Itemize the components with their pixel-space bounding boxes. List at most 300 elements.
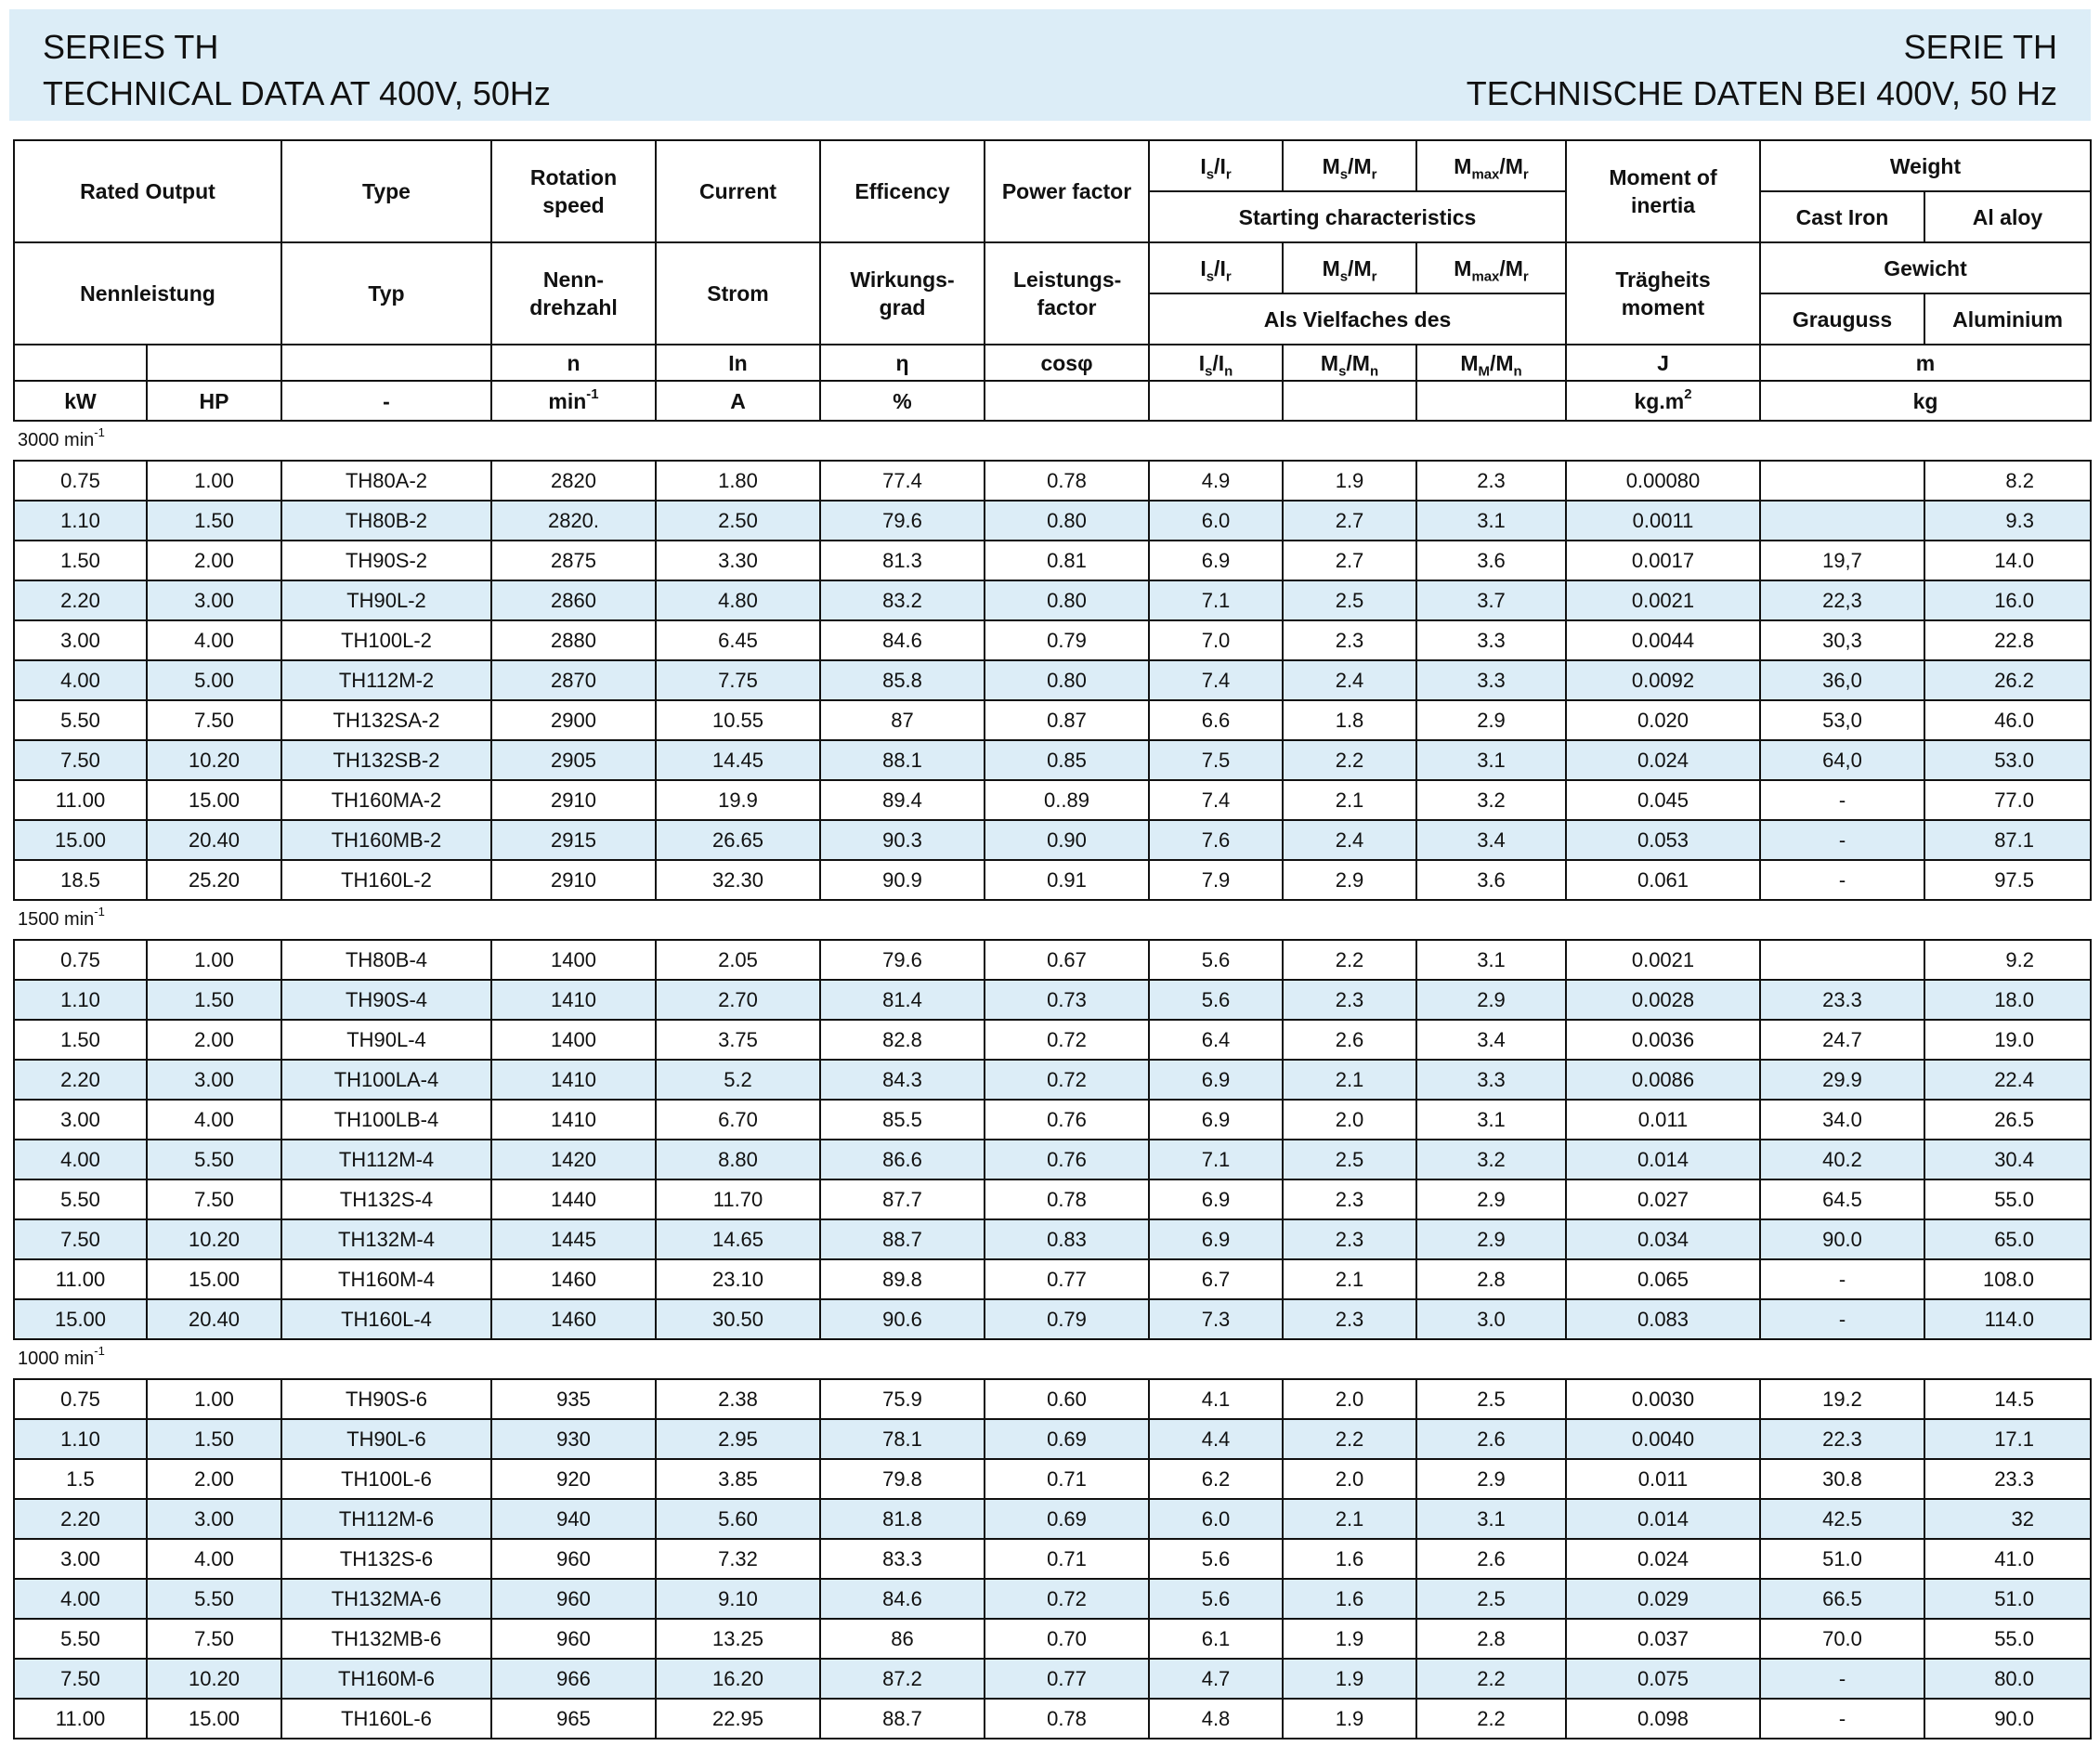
cell-is-in: 7.6 [1149, 820, 1283, 860]
cell-kw: 1.10 [14, 1419, 147, 1459]
cell-al-weight: 41.0 [1924, 1539, 2091, 1579]
section-speed-label: 1500 $\min^{-1}$ [14, 900, 2091, 940]
cell-is-in: 6.9 [1149, 541, 1283, 580]
cell-mmax-mn: 3.7 [1416, 580, 1566, 620]
cell-inertia: 0.024 [1566, 1539, 1760, 1579]
cell-current: 11.70 [656, 1179, 820, 1219]
cell-is-in: 4.8 [1149, 1699, 1283, 1739]
cell-cast-iron-weight: 40.2 [1760, 1140, 1924, 1179]
cell-power-factor: 0.83 [985, 1219, 1149, 1259]
cell-type: TH80B-4 [281, 940, 491, 980]
cell-cast-iron-weight: 22,3 [1760, 580, 1924, 620]
symbol-hp [147, 345, 281, 381]
cell-cast-iron-weight: 34.0 [1760, 1100, 1924, 1140]
cell-ms-mn: 2.9 [1283, 860, 1416, 900]
cell-kw: 5.50 [14, 1179, 147, 1219]
cell-efficiency: 84.6 [820, 1579, 985, 1619]
cell-current: 1.80 [656, 461, 820, 501]
cell-power-factor: 0.69 [985, 1499, 1149, 1539]
cell-speed: 2870 [491, 660, 656, 700]
cell-mmax-mn: 3.4 [1416, 820, 1566, 860]
table-row [14, 1219, 2091, 1259]
cell-power-factor: 0.72 [985, 1060, 1149, 1100]
cell-is-in: 4.4 [1149, 1419, 1283, 1459]
cell-cast-iron-weight: 64.5 [1760, 1179, 1924, 1219]
symbol-mm-mn: $M_M/M_n$ [1416, 345, 1566, 381]
cell-kw: 0.75 [14, 940, 147, 980]
cell-efficiency: 90.9 [820, 860, 985, 900]
table-row [14, 1539, 2091, 1579]
cell-hp: 15.00 [147, 1259, 281, 1299]
cell-cast-iron-weight: 29.9 [1760, 1060, 1924, 1100]
cell-cast-iron-weight: 22.3 [1760, 1419, 1924, 1459]
table-row [14, 541, 2091, 580]
cell-type: TH160L-6 [281, 1699, 491, 1739]
cell-efficiency: 86.6 [820, 1140, 985, 1179]
cell-cast-iron-weight: - [1760, 820, 1924, 860]
cell-al-weight: 22.4 [1924, 1060, 2091, 1100]
cell-inertia: 0.0021 [1566, 580, 1760, 620]
cell-ms-mn: 1.6 [1283, 1579, 1416, 1619]
aluminium-header: Aluminium [1924, 293, 2091, 345]
cell-type: TH90S-2 [281, 541, 491, 580]
cell-mmax-mn: 2.5 [1416, 1579, 1566, 1619]
cell-mmax-mn: 2.9 [1416, 1219, 1566, 1259]
cell-kw: 3.00 [14, 1539, 147, 1579]
cell-ms-mn: 2.7 [1283, 501, 1416, 541]
cell-efficiency: 78.1 [820, 1419, 985, 1459]
unit-current: A [656, 381, 820, 421]
cell-mmax-mn: 2.9 [1416, 700, 1566, 740]
cell-ms-mn: 2.3 [1283, 1219, 1416, 1259]
cell-al-weight: 9.3 [1924, 501, 2091, 541]
mmax-mr-header: $M_{max}/M_r$ [1416, 140, 1566, 191]
cell-inertia: 0.011 [1566, 1100, 1760, 1140]
is-ir-header: $I_s/I_r$ [1149, 140, 1283, 191]
cell-cast-iron-weight: 51.0 [1760, 1539, 1924, 1579]
subtitle-en: TECHNICAL DATA AT 400V, 50Hz [43, 74, 551, 112]
cell-kw: 5.50 [14, 700, 147, 740]
cell-power-factor: 0.72 [985, 1579, 1149, 1619]
table-row [14, 1259, 2091, 1299]
table-row [14, 501, 2091, 541]
cell-type: TH90L-4 [281, 1020, 491, 1060]
cell-power-factor: 0.78 [985, 1179, 1149, 1219]
cell-cast-iron-weight: 90.0 [1760, 1219, 1924, 1259]
cell-current: 26.65 [656, 820, 820, 860]
cell-kw: 7.50 [14, 740, 147, 780]
cell-type: TH160M-4 [281, 1259, 491, 1299]
cell-current: 9.10 [656, 1579, 820, 1619]
cell-efficiency: 88.1 [820, 740, 985, 780]
cell-speed: 940 [491, 1499, 656, 1539]
cell-kw: 18.5 [14, 860, 147, 900]
cell-mmax-mn: 2.9 [1416, 1179, 1566, 1219]
section-header [14, 421, 2091, 461]
cell-inertia: 0.034 [1566, 1219, 1760, 1259]
cell-mmax-mn: 3.1 [1416, 740, 1566, 780]
cell-al-weight: 87.1 [1924, 820, 2091, 860]
cell-speed: 960 [491, 1619, 656, 1659]
unit-inertia: $kg.m^2$ [1566, 381, 1760, 421]
cell-speed: 1400 [491, 940, 656, 980]
cell-efficiency: 75.9 [820, 1379, 985, 1419]
cell-type: TH112M-2 [281, 660, 491, 700]
current-header: Current [656, 140, 820, 242]
cell-efficiency: 83.3 [820, 1539, 985, 1579]
cell-al-weight: 8.2 [1924, 461, 2091, 501]
unit-speed: $\min^{-1}$ [491, 381, 656, 421]
rated-output-header: Rated Output [14, 140, 281, 242]
cell-hp: 4.00 [147, 1539, 281, 1579]
cell-power-factor: 0..89 [985, 780, 1149, 820]
cell-inertia: 0.014 [1566, 1499, 1760, 1539]
cell-is-in: 5.6 [1149, 980, 1283, 1020]
cell-hp: 10.20 [147, 740, 281, 780]
cell-mmax-mn: 3.4 [1416, 1020, 1566, 1060]
cell-ms-mn: 1.9 [1283, 1699, 1416, 1739]
symbol-j: J [1566, 345, 1760, 381]
cell-type: TH100LB-4 [281, 1100, 491, 1140]
cell-kw: 1.50 [14, 541, 147, 580]
symbols-row [14, 345, 2091, 381]
series-title-de: SERIE TH [1903, 28, 2057, 66]
cell-efficiency: 79.8 [820, 1459, 985, 1499]
cell-speed: 1420 [491, 1140, 656, 1179]
cell-is-in: 6.0 [1149, 1499, 1283, 1539]
table-row [14, 1179, 2091, 1219]
cell-al-weight: 114.0 [1924, 1299, 2091, 1339]
cell-efficiency: 87.7 [820, 1179, 985, 1219]
cell-inertia: 0.0086 [1566, 1060, 1760, 1100]
cell-ms-mn: 2.2 [1283, 940, 1416, 980]
cell-power-factor: 0.67 [985, 940, 1149, 980]
cell-inertia: 0.0092 [1566, 660, 1760, 700]
cell-type: TH132SA-2 [281, 700, 491, 740]
cell-mmax-mn: 3.1 [1416, 1100, 1566, 1140]
cell-type: TH90L-2 [281, 580, 491, 620]
cell-speed: 1400 [491, 1020, 656, 1060]
ms-mr-header-de: $M_s/M_r$ [1283, 242, 1416, 293]
cell-mmax-mn: 3.3 [1416, 620, 1566, 660]
cell-speed: 966 [491, 1659, 656, 1699]
power-factor-header-de: Leistungs-factor [985, 242, 1149, 345]
cell-cast-iron-weight: - [1760, 1299, 1924, 1339]
cell-inertia: 0.083 [1566, 1299, 1760, 1339]
cell-al-weight: 30.4 [1924, 1140, 2091, 1179]
cell-cast-iron-weight: 36,0 [1760, 660, 1924, 700]
cell-current: 7.32 [656, 1539, 820, 1579]
cell-kw: 1.50 [14, 1020, 147, 1060]
cell-ms-mn: 2.4 [1283, 820, 1416, 860]
cell-ms-mn: 1.6 [1283, 1539, 1416, 1579]
cell-power-factor: 0.80 [985, 580, 1149, 620]
cell-al-weight: 97.5 [1924, 860, 2091, 900]
cell-power-factor: 0.85 [985, 740, 1149, 780]
cell-ms-mn: 2.7 [1283, 541, 1416, 580]
cell-ms-mn: 2.1 [1283, 1060, 1416, 1100]
cell-mmax-mn: 3.0 [1416, 1299, 1566, 1339]
cell-current: 3.75 [656, 1020, 820, 1060]
cell-cast-iron-weight: 64,0 [1760, 740, 1924, 780]
cell-power-factor: 0.78 [985, 1699, 1149, 1739]
unit-hp: HP [147, 381, 281, 421]
symbol-type [281, 345, 491, 381]
units-row [14, 381, 2091, 421]
cell-hp: 5.50 [147, 1140, 281, 1179]
cell-speed: 2880 [491, 620, 656, 660]
cell-is-in: 6.9 [1149, 1179, 1283, 1219]
cell-efficiency: 88.7 [820, 1219, 985, 1259]
cell-efficiency: 89.4 [820, 780, 985, 820]
cell-efficiency: 77.4 [820, 461, 985, 501]
cell-hp: 1.50 [147, 1419, 281, 1459]
cell-power-factor: 0.77 [985, 1259, 1149, 1299]
cell-type: TH160L-2 [281, 860, 491, 900]
symbol-in: In [656, 345, 820, 381]
cell-speed: 935 [491, 1379, 656, 1419]
unit-ms-mn [1283, 381, 1416, 421]
cell-speed: 1440 [491, 1179, 656, 1219]
is-ir-header-de: $I_s/I_r$ [1149, 242, 1283, 293]
cell-al-weight: 53.0 [1924, 740, 2091, 780]
unit-weight: kg [1760, 381, 2091, 421]
cast-iron-header: Cast Iron [1760, 191, 1924, 242]
cell-is-in: 6.9 [1149, 1219, 1283, 1259]
cell-efficiency: 85.5 [820, 1100, 985, 1140]
cell-current: 23.10 [656, 1259, 820, 1299]
unit-power-factor [985, 381, 1149, 421]
cell-current: 16.20 [656, 1659, 820, 1699]
cell-ms-mn: 2.1 [1283, 1259, 1416, 1299]
cell-al-weight: 108.0 [1924, 1259, 2091, 1299]
cell-speed: 2910 [491, 780, 656, 820]
cell-al-weight: 55.0 [1924, 1619, 2091, 1659]
cell-efficiency: 86 [820, 1619, 985, 1659]
cell-inertia: 0.065 [1566, 1259, 1760, 1299]
table-row [14, 461, 2091, 501]
cell-al-weight: 17.1 [1924, 1419, 2091, 1459]
cell-speed: 2820 [491, 461, 656, 501]
cell-type: TH132MA-6 [281, 1579, 491, 1619]
cell-hp: 3.00 [147, 1499, 281, 1539]
cell-inertia: 0.075 [1566, 1659, 1760, 1699]
type-header-de: Typ [281, 242, 491, 345]
cell-is-in: 4.7 [1149, 1659, 1283, 1699]
al-alloy-header: Al aloy [1924, 191, 2091, 242]
cell-type: TH160MA-2 [281, 780, 491, 820]
starting-characteristics-header: Starting characteristics [1149, 191, 1566, 242]
cell-power-factor: 0.73 [985, 980, 1149, 1020]
cell-current: 14.65 [656, 1219, 820, 1259]
cell-hp: 3.00 [147, 580, 281, 620]
cell-speed: 2910 [491, 860, 656, 900]
cell-type: TH160L-4 [281, 1299, 491, 1339]
cell-ms-mn: 2.1 [1283, 780, 1416, 820]
cell-kw: 3.00 [14, 620, 147, 660]
cell-mmax-mn: 2.8 [1416, 1619, 1566, 1659]
cell-current: 5.2 [656, 1060, 820, 1100]
cell-type: TH132M-4 [281, 1219, 491, 1259]
cell-inertia: 0.0044 [1566, 620, 1760, 660]
cell-is-in: 7.0 [1149, 620, 1283, 660]
cell-type: TH132S-4 [281, 1179, 491, 1219]
multiples-header: Als Vielfaches des [1149, 293, 1566, 345]
cell-inertia: 0.037 [1566, 1619, 1760, 1659]
cell-cast-iron-weight: 19.2 [1760, 1379, 1924, 1419]
cell-hp: 10.20 [147, 1659, 281, 1699]
cell-kw: 3.00 [14, 1100, 147, 1140]
table-row [14, 1619, 2091, 1659]
cell-cast-iron-weight: - [1760, 1259, 1924, 1299]
cell-speed: 2820. [491, 501, 656, 541]
cell-hp: 20.40 [147, 1299, 281, 1339]
cell-power-factor: 0.77 [985, 1659, 1149, 1699]
cell-current: 2.95 [656, 1419, 820, 1459]
cell-current: 6.45 [656, 620, 820, 660]
cell-ms-mn: 1.8 [1283, 700, 1416, 740]
cell-mmax-mn: 3.6 [1416, 860, 1566, 900]
cell-current: 2.70 [656, 980, 820, 1020]
table-row [14, 780, 2091, 820]
rotation-speed-header-de: Nenn-drehzahl [491, 242, 656, 345]
cell-is-in: 7.9 [1149, 860, 1283, 900]
section-header [14, 1339, 2091, 1379]
cell-hp: 5.00 [147, 660, 281, 700]
cell-efficiency: 85.8 [820, 660, 985, 700]
cell-ms-mn: 2.3 [1283, 980, 1416, 1020]
cell-cast-iron-weight: 30.8 [1760, 1459, 1924, 1499]
cell-hp: 3.00 [147, 1060, 281, 1100]
table-row [14, 980, 2091, 1020]
cell-kw: 5.50 [14, 1619, 147, 1659]
cell-ms-mn: 2.0 [1283, 1100, 1416, 1140]
cell-kw: 2.20 [14, 1499, 147, 1539]
cell-hp: 1.00 [147, 940, 281, 980]
cell-hp: 1.50 [147, 501, 281, 541]
cell-is-in: 6.9 [1149, 1060, 1283, 1100]
symbol-cos: cosφ [985, 345, 1149, 381]
symbol-eta: η [820, 345, 985, 381]
cell-efficiency: 84.6 [820, 620, 985, 660]
cell-ms-mn: 1.9 [1283, 461, 1416, 501]
cell-is-in: 5.6 [1149, 1579, 1283, 1619]
header-row-de-1 [14, 242, 2091, 293]
symbol-kw [14, 345, 147, 381]
cell-speed: 920 [491, 1459, 656, 1499]
cell-mmax-mn: 2.6 [1416, 1539, 1566, 1579]
cell-al-weight: 14.0 [1924, 541, 2091, 580]
cell-inertia: 0.0011 [1566, 501, 1760, 541]
cell-hp: 7.50 [147, 700, 281, 740]
cell-mmax-mn: 3.1 [1416, 501, 1566, 541]
cell-hp: 1.00 [147, 461, 281, 501]
cell-mmax-mn: 2.6 [1416, 1419, 1566, 1459]
cell-al-weight: 18.0 [1924, 980, 2091, 1020]
unit-type: - [281, 381, 491, 421]
cell-ms-mn: 2.3 [1283, 620, 1416, 660]
cell-cast-iron-weight [1760, 461, 1924, 501]
cell-ms-mn: 2.0 [1283, 1459, 1416, 1499]
cell-ms-mn: 2.0 [1283, 1379, 1416, 1419]
cell-inertia: 0.0017 [1566, 541, 1760, 580]
cell-hp: 1.00 [147, 1379, 281, 1419]
cell-efficiency: 90.3 [820, 820, 985, 860]
cell-mmax-mn: 2.8 [1416, 1259, 1566, 1299]
cell-kw: 7.50 [14, 1219, 147, 1259]
cell-hp: 7.50 [147, 1619, 281, 1659]
moment-of-inertia-header: Moment of inertia [1566, 140, 1760, 242]
power-factor-header: Power factor [985, 140, 1149, 242]
technical-data-table [13, 139, 2092, 1739]
unit-mm-mn [1416, 381, 1566, 421]
banner-right [1467, 24, 2057, 117]
cell-power-factor: 0.70 [985, 1619, 1149, 1659]
series-title-en: SERIES TH [43, 28, 219, 66]
cell-type: TH160M-6 [281, 1659, 491, 1699]
cell-speed: 1460 [491, 1259, 656, 1299]
cell-current: 2.38 [656, 1379, 820, 1419]
cell-kw: 15.00 [14, 820, 147, 860]
cell-al-weight: 22.8 [1924, 620, 2091, 660]
cell-inertia: 0.0021 [1566, 940, 1760, 980]
cell-kw: 11.00 [14, 1259, 147, 1299]
cell-power-factor: 0.71 [985, 1539, 1149, 1579]
cell-hp: 25.20 [147, 860, 281, 900]
cell-speed: 965 [491, 1699, 656, 1739]
cell-inertia: 0.0040 [1566, 1419, 1760, 1459]
cell-inertia: 0.0030 [1566, 1379, 1760, 1419]
cell-type: TH80A-2 [281, 461, 491, 501]
cell-inertia: 0.014 [1566, 1140, 1760, 1179]
cell-inertia: 0.00080 [1566, 461, 1760, 501]
cell-al-weight: 32 [1924, 1499, 2091, 1539]
symbol-is-in: $I_s/I_n$ [1149, 345, 1283, 381]
table-row [14, 860, 2091, 900]
cell-inertia: 0.0028 [1566, 980, 1760, 1020]
cell-al-weight: 90.0 [1924, 1699, 2091, 1739]
cell-speed: 2905 [491, 740, 656, 780]
cell-current: 3.30 [656, 541, 820, 580]
cell-type: TH80B-2 [281, 501, 491, 541]
section-speed-label: 3000 $\min^{-1}$ [14, 421, 2091, 461]
cell-mmax-mn: 3.3 [1416, 660, 1566, 700]
cell-speed: 1460 [491, 1299, 656, 1339]
cell-ms-mn: 2.5 [1283, 580, 1416, 620]
cell-cast-iron-weight: 19,7 [1760, 541, 1924, 580]
cell-kw: 7.50 [14, 1659, 147, 1699]
current-header-de: Strom [656, 242, 820, 345]
table-row [14, 740, 2091, 780]
cell-inertia: 0.098 [1566, 1699, 1760, 1739]
cell-hp: 7.50 [147, 1179, 281, 1219]
cell-is-in: 7.4 [1149, 660, 1283, 700]
symbol-m: m [1760, 345, 2091, 381]
efficiency-header-de: Wirkungs-grad [820, 242, 985, 345]
cell-power-factor: 0.76 [985, 1140, 1149, 1179]
cell-inertia: 0.053 [1566, 820, 1760, 860]
cell-kw: 1.5 [14, 1459, 147, 1499]
cell-speed: 960 [491, 1539, 656, 1579]
cell-current: 2.50 [656, 501, 820, 541]
cell-current: 14.45 [656, 740, 820, 780]
cell-hp: 4.00 [147, 1100, 281, 1140]
cell-efficiency: 83.2 [820, 580, 985, 620]
table-row [14, 1659, 2091, 1699]
cell-hp: 4.00 [147, 620, 281, 660]
cell-efficiency: 84.3 [820, 1060, 985, 1100]
cell-is-in: 6.0 [1149, 501, 1283, 541]
